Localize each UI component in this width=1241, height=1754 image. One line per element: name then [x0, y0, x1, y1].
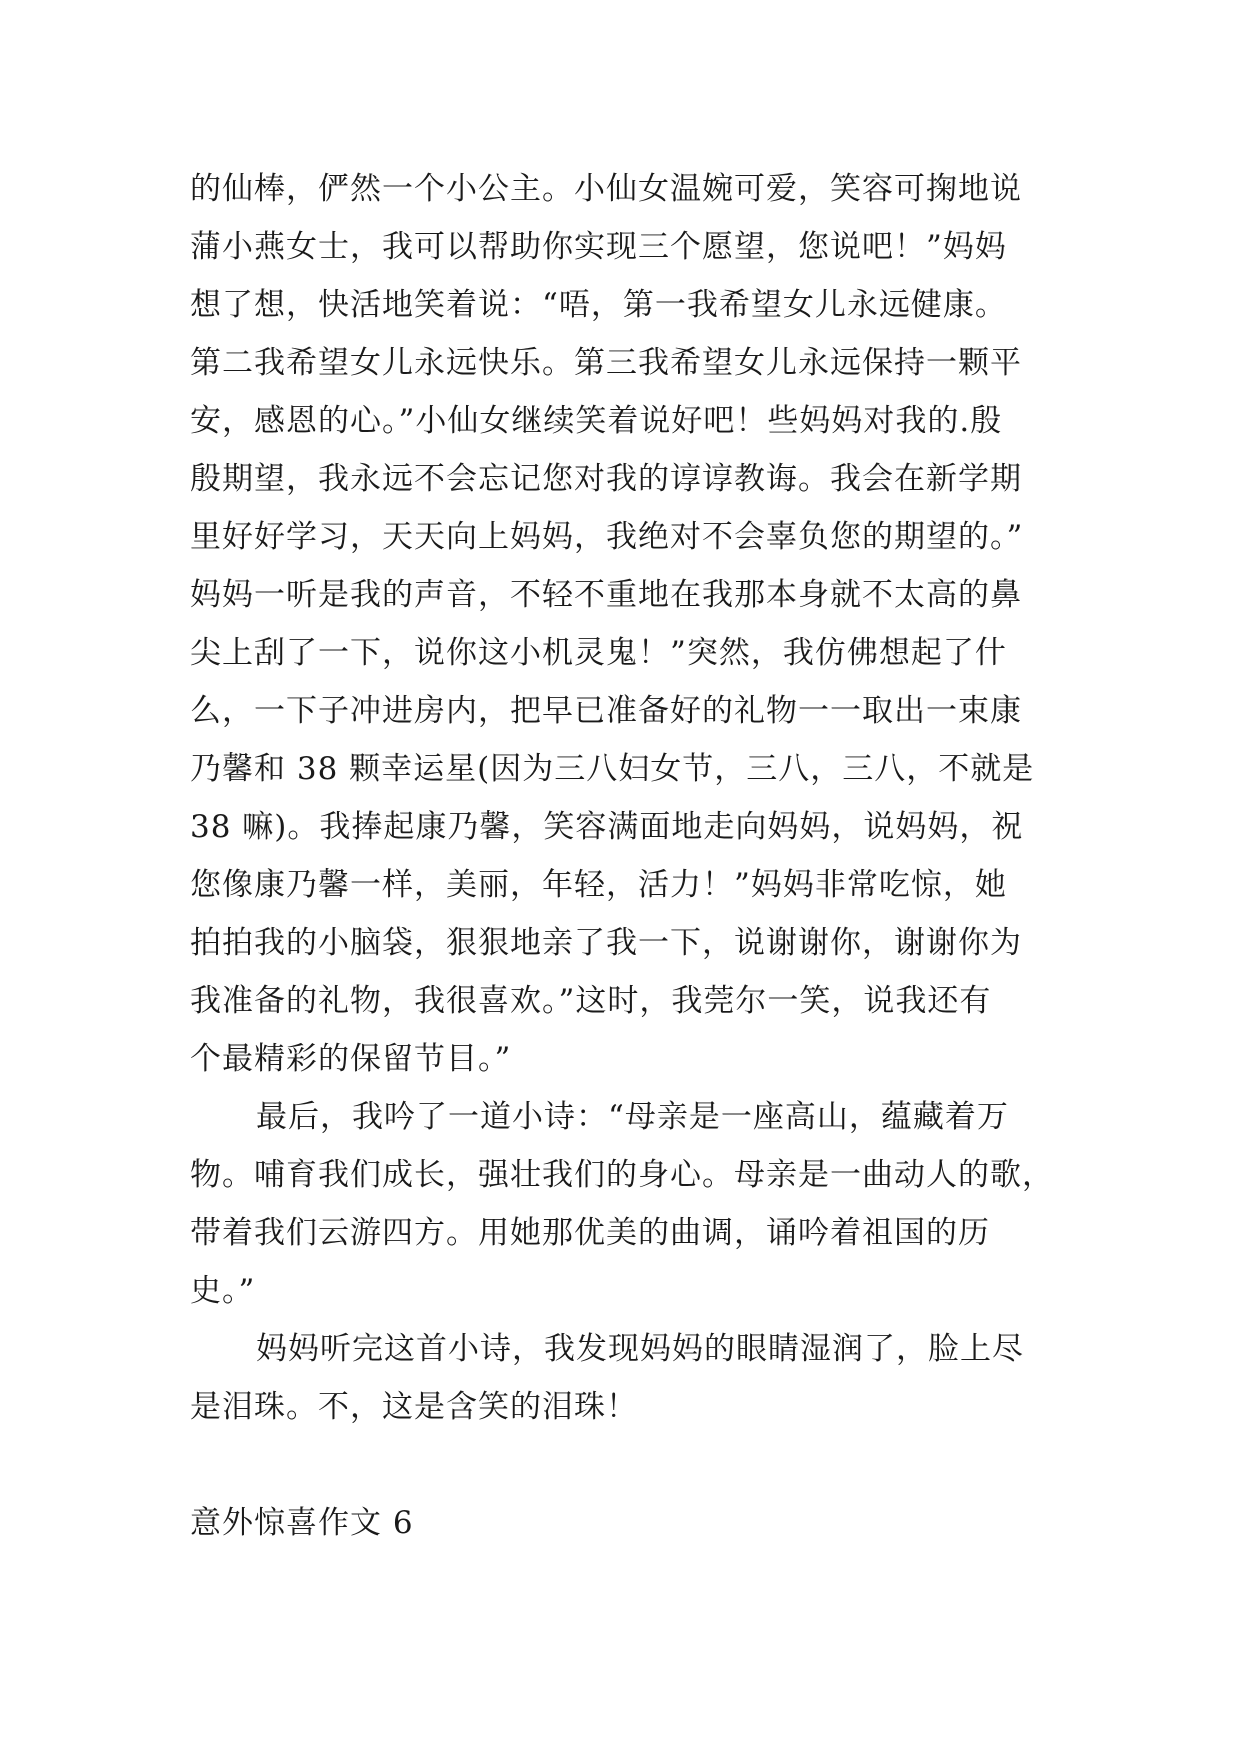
text-line: 史。” [190, 1273, 256, 1309]
text-line: 第二我希望女儿永远快乐。第三我希望女儿永远保持一颗平 [190, 345, 1022, 381]
paragraph-2 [190, 1088, 1060, 1320]
text-line: 我准备的礼物，我很喜欢。”这时，我莞尔一笑，说我还有 [190, 983, 992, 1019]
section-heading: 意外惊喜作文 6 [190, 1505, 414, 1541]
text-line: 是泪珠。不，这是含笑的泪珠！ [190, 1389, 638, 1425]
text-line: 妈妈听完这首小诗，我发现妈妈的眼睛湿润了，脸上尽 [256, 1331, 1024, 1367]
text-line: 妈妈一听是我的声音，不轻不重地在我那本身就不太高的鼻 [190, 577, 1022, 613]
text-line: 个最精彩的保留节目。” [190, 1041, 512, 1077]
text-line: 尖上刮了一下，说你这小机灵鬼！”突然，我仿佛想起了什 [190, 635, 1007, 671]
text-line: 安，感恩的心。”小仙女继续笑着说好吧！些妈妈对我的.殷 [190, 403, 1003, 439]
text-line: 带着我们云游四方。用她那优美的曲调，诵吟着祖国的历 [190, 1215, 990, 1251]
text-line: 您像康乃馨一样，美丽，年轻，活力！”妈妈非常吃惊，她 [190, 867, 1007, 903]
text-line: 物。哺育我们成长，强壮我们的身心。母亲是一曲动人的歌， [190, 1157, 1054, 1193]
text-line: 乃馨和 38 颗幸运星(因为三八妇女节，三八，三八，不就是 [190, 751, 1035, 787]
text-line: 拍拍我的小脑袋，狠狠地亲了我一下，说谢谢你，谢谢你为 [190, 925, 1022, 961]
paragraph-3 [190, 1320, 1060, 1436]
text-line: 蒲小燕女士，我可以帮助你实现三个愿望，您说吧！”妈妈 [190, 229, 1007, 265]
essay-body [190, 160, 1060, 1552]
text-line: 想了想，快活地笑着说：“唔，第一我希望女儿永远健康。 [190, 287, 1007, 323]
text-line: 38 嘛)。我捧起康乃馨，笑容满面地走向妈妈，说妈妈，祝 [190, 809, 1024, 845]
text-line: 的仙棒，俨然一个小公主。小仙女温婉可爱，笑容可掬地说 [190, 171, 1022, 207]
text-line: 殷期望，我永远不会忘记您对我的谆谆教诲。我会在新学期 [190, 461, 1022, 497]
text-line: 里好好学习，天天向上妈妈，我绝对不会辜负您的期望的。” [190, 519, 1024, 555]
text-line: 最后，我吟了一道小诗：“母亲是一座高山，蕴藏着万 [256, 1099, 1009, 1135]
blank-space [190, 1436, 1060, 1494]
paragraph-1 [190, 160, 1060, 1088]
text-line: 么，一下子冲进房内，把早已准备好的礼物一一取出一束康 [190, 693, 1022, 729]
